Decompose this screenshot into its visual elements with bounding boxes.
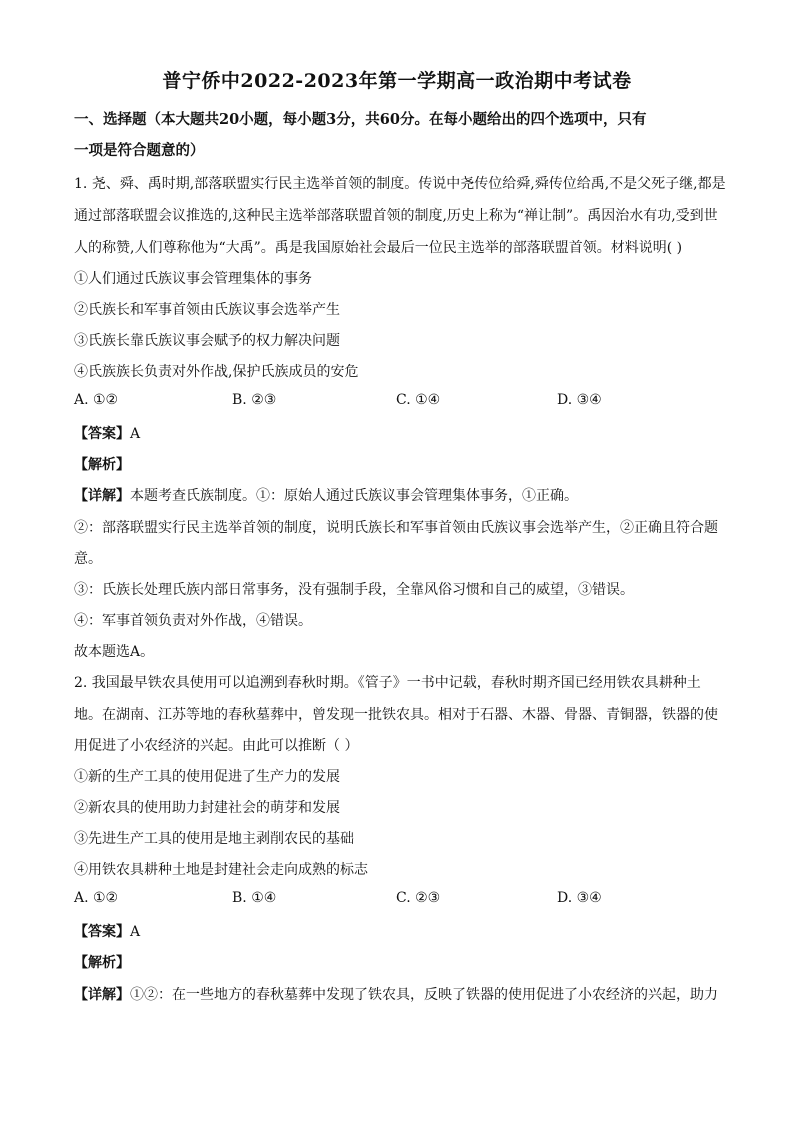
q1-option-d: D. ③④ — [557, 392, 602, 408]
q2-item-3: ③先进生产工具的使用是地主剥削农民的基础 — [74, 831, 354, 847]
q2-stem-line2: 地。在湖南、江苏等地的春秋墓葬中，曾发现一批铁农具。相对于石器、木器、骨器、青铜器，铁器的使 — [74, 707, 718, 723]
section-header-line1: 一、选择题（本大题共20小题，每小题3分，共60分。在每小题给出的四个选项中，只有 — [74, 111, 647, 128]
q2-detail-1 — [74, 984, 718, 1004]
q1-option-c: C. ①④ — [396, 392, 441, 408]
q1-item-1: ①人们通过氏族议事会管理集体的事务 — [74, 271, 312, 287]
section-header-line2: 一项是符合题意的） — [74, 142, 205, 159]
q1-detail-6: 故本题选A。 — [74, 644, 155, 660]
q1-detail-1 — [74, 485, 578, 505]
q2-stem-line1: 2. 我国最早铁农具使用可以追溯到春秋时期。《管子》一书中记载，春秋时期齐国已经用铁农具耕种土 — [74, 675, 701, 691]
q1-answer-label: 【答案】 — [74, 426, 130, 442]
q2-option-b: B. ①④ — [232, 890, 277, 906]
q2-option-a: A. ①② — [74, 890, 119, 906]
q2-item-2: ②新农具的使用助力封建社会的萌芽和发展 — [74, 800, 340, 816]
page-title: 普宁侨中2022-2023年第一学期高一政治期中考试卷 — [162, 70, 632, 92]
q1-answer-value: A — [130, 426, 141, 442]
q1-detail-4: ③：氏族长处理氏族内部日常事务，没有强制手段，全靠风俗习惯和自己的威望，③错误。 — [74, 582, 634, 598]
q2-option-d: D. ③④ — [557, 890, 602, 906]
q2-detail-label: 【详解】 — [74, 987, 130, 1003]
q1-detail-label: 【详解】 — [74, 488, 130, 504]
q2-item-4: ④用铁农具耕种土地是封建社会走向成熟的标志 — [74, 862, 368, 878]
q1-detail-5: ④：军事首领负责对外作战，④错误。 — [74, 613, 312, 629]
q1-option-b: B. ②③ — [232, 392, 277, 408]
q1-analysis-label: 【解析】 — [74, 457, 130, 473]
q2-detail-text-1: ①②：在一些地方的春秋墓葬中发现了铁农具，反映了铁器的使用促进了小农经济的兴起，助力 — [130, 987, 718, 1003]
q2-stem-line3: 用促进了小农经济的兴起。由此可以推断（ ） — [74, 738, 359, 754]
q1-stem-line3: 人的称赞,人们尊称他为“大禹”。禹是我国原始社会最后一位民主选举的部落联盟首领。材料说明( ) — [74, 240, 683, 256]
q1-item-4: ④氏族族长负责对外作战,保护氏族成员的安危 — [74, 364, 359, 380]
q2-option-c: C. ②③ — [396, 890, 441, 906]
q1-detail-text-1: 本题考查氏族制度。①：原始人通过氏族议事会管理集体事务，①正确。 — [130, 488, 578, 504]
q1-detail-3: 意。 — [74, 551, 102, 567]
q2-answer-value: A — [130, 924, 141, 940]
q1-answer — [74, 423, 140, 443]
q1-option-a: A. ①② — [74, 392, 119, 408]
q1-stem-line2: 通过部落联盟会议推选的,这种民主选举部落联盟首领的制度,历史上称为“禅让制”。禹因治水有功,受到世 — [74, 208, 718, 224]
q1-stem-line1: 1. 尧、舜、禹时期,部落联盟实行民主选举首领的制度。传说中尧传位给舜,舜传位给禹,不是父死子继,都是 — [74, 176, 726, 192]
q1-item-2: ②氏族长和军事首领由氏族议事会选举产生 — [74, 302, 340, 318]
q1-detail-2: ②：部落联盟实行民主选举首领的制度，说明氏族长和军事首领由氏族议事会选举产生，②正确且符合题 — [74, 520, 718, 536]
q2-answer — [74, 921, 140, 941]
q2-item-1: ①新的生产工具的使用促进了生产力的发展 — [74, 769, 340, 785]
q1-item-3: ③氏族长靠氏族议事会赋予的权力解决问题 — [74, 333, 340, 349]
q2-answer-label: 【答案】 — [74, 924, 130, 940]
q2-analysis-label: 【解析】 — [74, 955, 130, 971]
